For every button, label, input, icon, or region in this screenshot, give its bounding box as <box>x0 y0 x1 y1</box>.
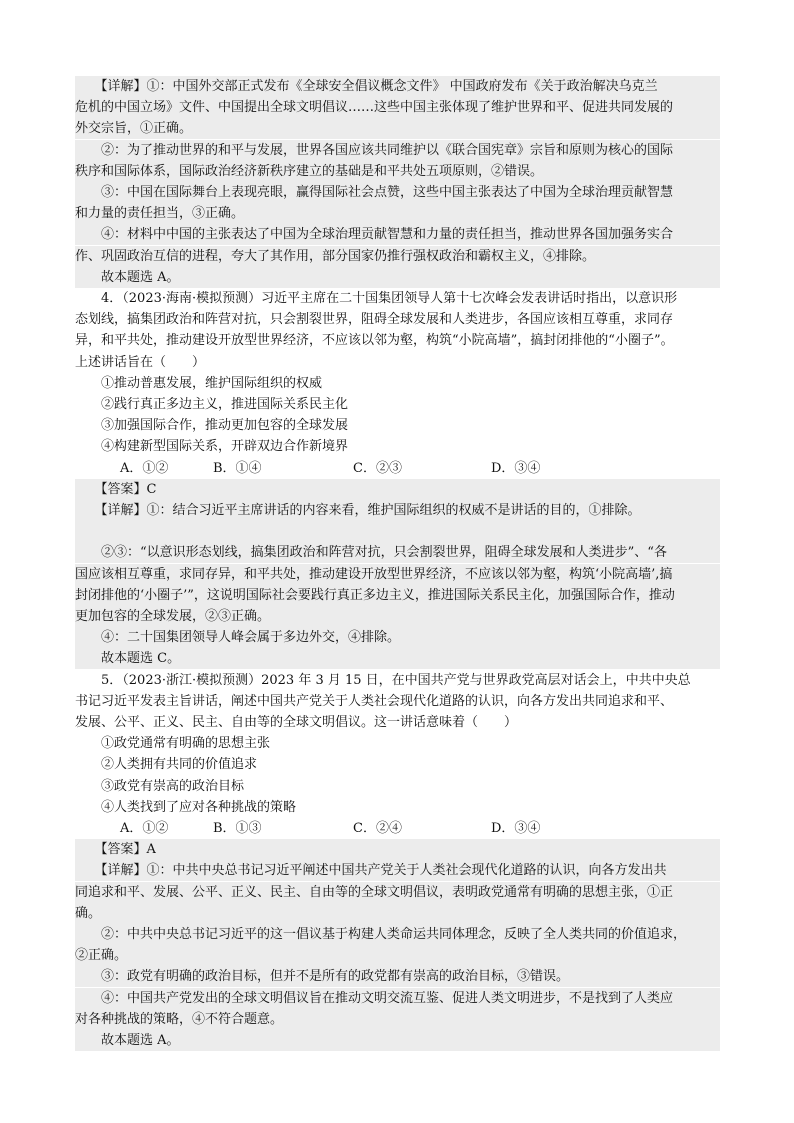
text-line: 国应该相互尊重，求同存异，和平共处，推动建设开放型世界经济，不应该以邻为壑，构筑‘小院高墙’,搞 <box>75 564 720 585</box>
text-line: 同追求和平、发展、公平、正义、民主、自由等的全球文明倡议，表明政党通常有明确的思想主张，①正 <box>75 882 720 903</box>
text-line: 故本题选 A。 <box>75 1030 720 1051</box>
text-line: 【详解】①：结合习近平主席讲话的内容来看，维护国际组织的权威不是讲话的目的，①排除。 <box>75 500 720 521</box>
text-line: ④：材料中中国的主张表达了中国为全球治理贡献智慧和力量的责任担当，推动世界各国加强务实合 <box>75 224 720 245</box>
text-line: 对各种挑战的策略，④不符合题意。 <box>75 1009 720 1030</box>
text-line: ②正确。 <box>75 945 720 966</box>
text-line: 作、巩固政治互信的进程，夸大了其作用，部分国家仍推行强权政治和霸权主义，④排除。 <box>75 246 720 267</box>
text-line: 态划线，搞集团政治和阵营对抗，只会割裂世界，阻碍全球发展和人类进步，各国应该相互尊重，求同存 <box>75 312 674 328</box>
text-line: ②③：“以意识形态划线，搞集团政治和阵营对抗，只会割裂世界，阻碍全球发展和人类进步”、“各 <box>75 542 720 563</box>
text-line: 异，和平共处，推动建设开放型世界经济，不应该以邻为壑，构筑“小院高墙”，搞封闭排他的“小圈子”。 <box>75 333 674 349</box>
text-line: 【答案】A <box>75 839 720 860</box>
text-line: ④构建新型国际关系，开辟双边合作新境界 <box>75 439 349 455</box>
text-line: ①政党通常有明确的思想主张 <box>75 736 271 752</box>
text-line: 外交宗旨，①正确。 <box>75 118 720 139</box>
text-line: ①推动普惠发展，维护国际组织的权威 <box>75 375 323 391</box>
text-line: 和力量的责任担当，③正确。 <box>75 203 720 224</box>
answer-option: A．①② <box>120 460 169 476</box>
text-line: 封闭排他的‘小圈子’”，这说明国际社会要践行真正多边主义，推进国际关系民主化，加强国际合作，推动 <box>75 585 720 606</box>
text-line: ④人类找到了应对各种挑战的策略 <box>75 799 297 815</box>
text-line: 【详解】①：中共中央总书记习近平阐述中国共产党关于人类社会现代化道路的认识，向各方发出共 <box>75 860 720 881</box>
answer-option: C．②④ <box>353 821 402 836</box>
text-line: 危机的中国立场》文件、中国提出全球文明倡议……这些中国主张体现了维护世界和平、促进共同发展的 <box>75 97 720 118</box>
text-line: 确。 <box>75 903 720 924</box>
text-line: 上述讲话旨在（ ） <box>75 354 206 370</box>
text-line: ②践行真正多边主义，推进国际关系民主化 <box>75 397 349 412</box>
text-line: 5．（2023·浙江·模拟预测）2023 年 3 月 15 日，在中国共产党与世界政党高层对话会上，中共中央总 <box>75 672 691 688</box>
text-line: 秩序和国际体系，国际政治经济新秩序建立的基础是和平共处五项原则，②错误。 <box>75 161 720 182</box>
text-line: 【答案】C <box>75 479 720 500</box>
text-line: ③政党有崇高的政治目标 <box>75 778 245 794</box>
text-line: 4．（2023·海南·模拟预测）习近平主席在二十国集团领导人第十七次峰会发表讲话时指出，以意识形 <box>75 291 678 306</box>
text-line: ④：中国共产党发出的全球文明倡议旨在推动文明交流互鉴、促进人类文明进步，不是找到了人类应 <box>75 988 720 1009</box>
text-line: ③加强国际合作，推动更加包容的全球发展 <box>75 418 349 434</box>
answer-option: D．③④ <box>491 460 541 476</box>
text-line: ②：为了推动世界的和平与发展，世界各国应该共同维护以《联合国宪章》宗旨和原则为核心的国际 <box>75 140 720 161</box>
answer-options-line <box>75 458 720 479</box>
answer-option: D．③④ <box>491 821 541 836</box>
text-line <box>75 521 720 542</box>
answer-option: C．②③ <box>353 460 402 476</box>
answer-options-line <box>75 818 720 839</box>
answer-option: A．①② <box>120 821 169 836</box>
text-line: 书记习近平发表主旨讲话，阐述中国共产党关于人类社会现代化道路的认识，向各方发出共同追求和平、 <box>75 693 674 709</box>
text-line: ②：中共中央总书记习近平的这一倡议基于构建人类命运共同体理念，反映了全人类共同的价值追求， <box>75 924 720 945</box>
text-line: 发展、公平、正义、民主、自由等的全球文明倡议。这一讲话意味着（ ） <box>75 715 518 730</box>
text-line: 故本题选 C。 <box>75 648 720 669</box>
text-line: 更加包容的全球发展，②③正确。 <box>75 606 720 627</box>
text-line: 【详解】①：中国外交部正式发布《全球安全倡议概念文件》 中国政府发布《关于政治解决乌克兰 <box>75 76 720 97</box>
text-line: 故本题选 A。 <box>75 267 720 288</box>
answer-option: B．①④ <box>213 460 262 476</box>
text-line: ④：二十国集团领导人峰会属于多边外交，④排除。 <box>75 627 720 648</box>
text-line: ③：中国在国际舞台上表现亮眼，赢得国际社会点赞，这些中国主张表达了中国为全球治理贡献智慧 <box>75 182 720 203</box>
answer-option: B．①③ <box>213 821 262 836</box>
text-line: ③：政党有明确的政治目标，但并不是所有的政党都有崇高的政治目标，③错误。 <box>75 966 720 987</box>
text-line: ②人类拥有共同的价值追求 <box>75 757 258 773</box>
